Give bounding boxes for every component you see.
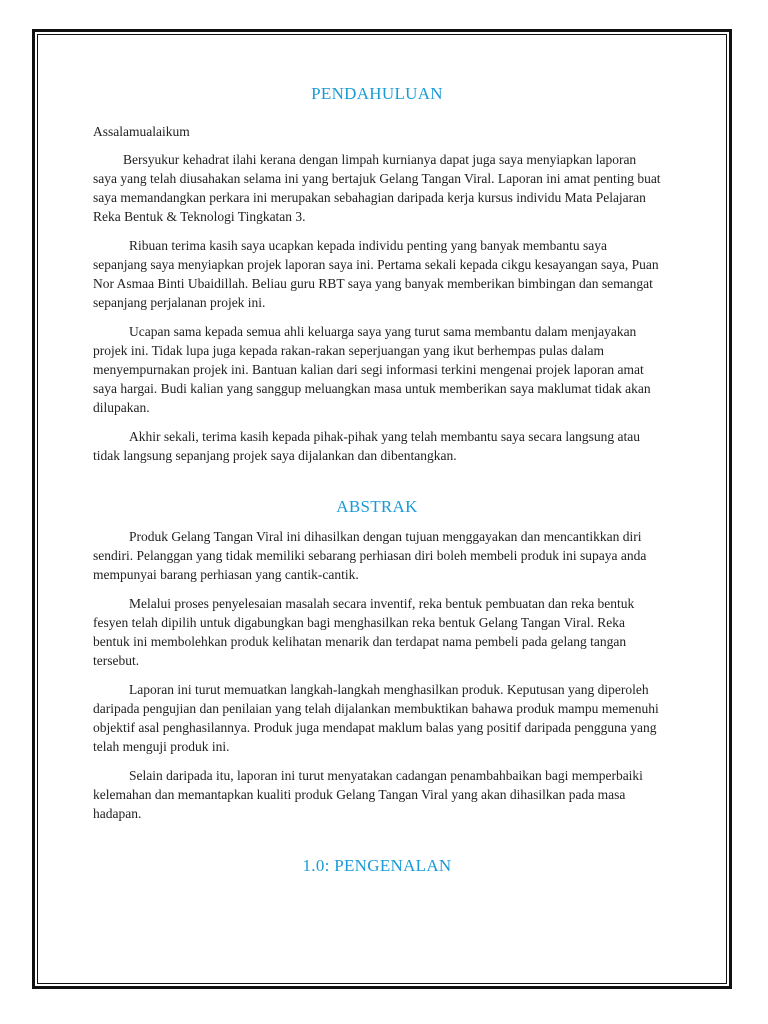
greeting-text: Assalamualaikum	[93, 124, 190, 139]
abstrak-paragraph: Laporan ini turut memuatkan langkah-langkah menghasilkan produk. Keputusan yang diperoleh daripada pengujian dan penilaian yang telah dijalankan membuktikan bahawa produk mampu memenuhi objektif asal penghasilannya. Produk juga mendapat maklum balas yang positif daripada pengguna yang telah menguji produk ini.	[93, 682, 659, 754]
pendahuluan-paragraph: Ucapan sama kepada semua ahli keluarga saya yang turut sama membantu dalam menjayakan projek ini. Tidak lupa juga kepada rakan-rakan seperjuangan yang ikut berhempas pulas dalam menyempurnakan projek ini. Bantuan kalian dari segi informasi terkini mengenai projek laporan amat saya hargai. Budi kalian yang sanggup meluangkan masa untuk memberikan saya maklumat tidak akan dilupakan.	[93, 324, 651, 415]
document-body	[93, 84, 661, 875]
pendahuluan-paragraph: Bersyukur kehadrat ilahi kerana dengan limpah kurnianya dapat juga saya menyiapkan laporan saya yang telah diusahakan selama ini yang bertajuk Gelang Tangan Viral. Laporan ini amat penting buat saya memandangkan perkara ini merupakan sebahagian daripada kerja kursus individu Mata Pelajaran Reka Bentuk & Teknologi Tingkatan 3.	[93, 152, 661, 224]
section-heading-pendahuluan: PENDAHULUAN	[311, 84, 443, 103]
section-heading-abstrak: ABSTRAK	[336, 497, 418, 516]
section-heading-pengenalan: 1.0: PENGENALAN	[302, 856, 452, 875]
abstrak-paragraph: Selain daripada itu, laporan ini turut menyatakan cadangan penambahbaikan bagi memperbaiki kelemahan dan memantapkan kualiti produk Gelang Tangan Viral yang akan dihasilkan pada masa hadapan.	[93, 768, 643, 821]
abstrak-paragraph: Melalui proses penyelesaian masalah secara inventif, reka bentuk pembuatan dan reka bentuk fesyen telah dipilih untuk digabungkan bagi menghasilkan reka bentuk Gelang Tangan Viral. Reka bentuk ini membolehkan produk kelihatan menarik dan terdapat nama pembeli pada gelang tangan tersebut.	[93, 596, 635, 668]
pendahuluan-paragraph: Ribuan terima kasih saya ucapkan kepada individu penting yang banyak membantu saya sepanjang saya menyiapkan projek laporan saya ini. Pertama sekali kepada cikgu kesayangan saya, Puan Nor Asmaa Binti Ubaidillah. Beliau guru RBT saya yang banyak memberikan bimbingan dan semangat sepanjang perjalanan projek ini.	[93, 238, 659, 310]
abstrak-paragraph: Produk Gelang Tangan Viral ini dihasilkan dengan tujuan menggayakan dan mencantikkan diri sendiri. Pelanggan yang tidak memiliki sebarang perhiasan diri boleh membeli produk ini supaya anda mempunyai barang perhiasan yang cantik-cantik.	[93, 529, 647, 582]
pendahuluan-paragraph: Akhir sekali, terima kasih kepada pihak-pihak yang telah membantu saya secara langsung atau tidak langsung sepanjang projek saya dijalankan dan dibentangkan.	[93, 429, 640, 463]
